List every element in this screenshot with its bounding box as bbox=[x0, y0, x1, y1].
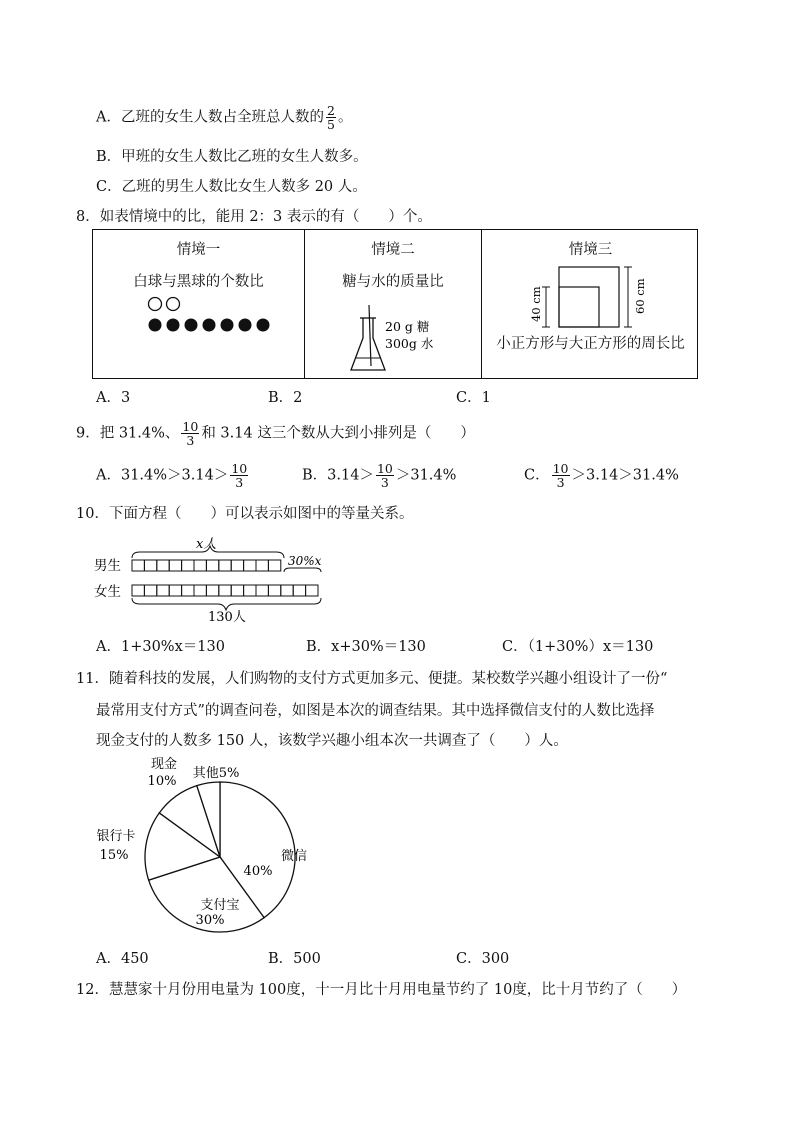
bar-cell bbox=[157, 585, 169, 596]
bar-model-diagram bbox=[90, 532, 340, 622]
fraction: $\frac{2}{5}$ bbox=[326, 103, 335, 132]
q8-stem: 8．如表情境中的比，能用 2：3 表示的有（ ）个。 bbox=[76, 209, 432, 225]
white-ball bbox=[149, 298, 162, 311]
bar-cell bbox=[132, 560, 144, 571]
scene-desc: 糖与水的质量比 bbox=[342, 274, 444, 290]
pie-label-wechat: 微信 bbox=[280, 849, 308, 864]
bar-cell bbox=[144, 560, 156, 571]
pie-chart bbox=[92, 752, 312, 942]
black-ball bbox=[167, 319, 180, 332]
bar-cell bbox=[293, 585, 305, 596]
squares-figure bbox=[482, 230, 700, 378]
bar-cell bbox=[268, 585, 280, 596]
bar-cell bbox=[169, 560, 181, 571]
bar-cell bbox=[169, 585, 181, 596]
bar-cell bbox=[144, 585, 156, 596]
bar-cell bbox=[182, 560, 194, 571]
bar-cell bbox=[244, 560, 256, 571]
pie-label-other: 其他5% bbox=[192, 766, 240, 781]
q8-option-c: C．1 bbox=[456, 390, 491, 406]
pie-label-bankcard: 银行卡 bbox=[96, 829, 136, 844]
q11-stem-line-1: 11．随着科技的发展，人们购物的支付方式更加多元、便捷。某校数学兴趣小组设计了一份“ bbox=[76, 671, 668, 687]
fraction: $\frac{10}{3}$ bbox=[182, 419, 199, 448]
bar-cell bbox=[244, 585, 256, 596]
flask-icon bbox=[305, 230, 482, 378]
black-ball bbox=[239, 319, 252, 332]
scene-title: 情境一 bbox=[176, 242, 221, 258]
bar-cell bbox=[256, 585, 268, 596]
pie-value-wechat: 40% bbox=[243, 864, 273, 879]
bar-cell bbox=[219, 560, 231, 571]
extra-label: 30%x bbox=[288, 554, 322, 568]
x-label: x人 bbox=[196, 537, 217, 552]
q8-option-a: A．3 bbox=[96, 390, 131, 406]
black-ball bbox=[257, 319, 270, 332]
pie-value-alipay: 30% bbox=[195, 913, 225, 928]
bar-cell bbox=[256, 560, 268, 571]
scene-desc: 白球与黑球的个数比 bbox=[133, 274, 264, 290]
q9-option-c: C． $\frac{10}{3}$ ＞3.14＞31.4% bbox=[524, 461, 679, 490]
black-ball bbox=[149, 319, 162, 332]
scene-one-cell bbox=[93, 230, 304, 378]
q11-stem-line-3: 现金支付的人数多 150 人，该数学兴趣小组本次一共调查了（ ）人。 bbox=[96, 733, 568, 749]
bar-cell bbox=[194, 560, 206, 571]
q7-option-b: B．甲班的女生人数比乙班的女生人数多。 bbox=[96, 149, 368, 165]
bar-cell bbox=[281, 585, 293, 596]
q11-stem-line-2: 最常用支付方式”的调查问卷，如图是本次的调查结果。其中选择微信支付的人数比选择 bbox=[96, 703, 655, 719]
q11-option-b: B．500 bbox=[268, 951, 321, 967]
scene-three-cell bbox=[481, 230, 699, 378]
bar-cell bbox=[219, 585, 231, 596]
bar-cell bbox=[231, 585, 243, 596]
black-ball bbox=[185, 319, 198, 332]
small-side-label: 40 cm bbox=[529, 286, 543, 322]
q7-option-c: C．乙班的男生人数比女生人数多 20 人。 bbox=[96, 179, 367, 195]
q9-stem: 9．把 31.4%、 $\frac{10}{3}$ 和 3.14 这三个数从大到小排列是（ ） bbox=[76, 419, 475, 448]
pie-label-cash: 现金 bbox=[150, 757, 178, 772]
bar-cell bbox=[306, 585, 318, 596]
scene-desc: 小正方形与大正方形的周长比 bbox=[496, 336, 685, 352]
white-ball bbox=[167, 298, 180, 311]
bar-cell bbox=[206, 560, 218, 571]
bar-cell bbox=[268, 560, 280, 571]
scene-two-cell bbox=[304, 230, 481, 378]
boys-label: 男生 bbox=[94, 558, 121, 574]
fraction: $\frac{10}{3}$ bbox=[552, 461, 569, 490]
sugar-label: 20 g 糖 bbox=[385, 319, 430, 334]
q11-option-c: C．300 bbox=[456, 951, 510, 967]
scene-title: 情境三 bbox=[568, 242, 613, 258]
q8-scenario-table bbox=[92, 229, 698, 379]
q8-option-b: B．2 bbox=[268, 390, 303, 406]
bar-cell bbox=[182, 585, 194, 596]
water-label: 300g 水 bbox=[385, 336, 434, 351]
black-ball bbox=[221, 319, 234, 332]
q10-stem: 10．下面方程（ ）可以表示如图中的等量关系。 bbox=[76, 506, 414, 522]
bar-cell bbox=[194, 585, 206, 596]
pie-label-alipay: 支付宝 bbox=[200, 898, 240, 913]
bar-cell bbox=[231, 560, 243, 571]
q9-option-b: B．3.14＞ $\frac{10}{3}$ ＞31.4% bbox=[302, 461, 457, 490]
balls-figure bbox=[93, 230, 304, 378]
bar-cell bbox=[157, 560, 169, 571]
boys-bar bbox=[132, 560, 281, 571]
q9-option-a: A．31.4%＞3.14＞ $\frac{10}{3}$ bbox=[96, 461, 248, 490]
q10-option-c: C．（1+30%）x＝130 bbox=[502, 639, 654, 655]
q7-option-a: A．乙班的女生人数占全班总人数的 $\frac{2}{5}$ 。 bbox=[96, 103, 353, 132]
q11-option-a: A．450 bbox=[96, 951, 149, 967]
black-ball bbox=[203, 319, 216, 332]
pie-value-cash: 10% bbox=[147, 774, 177, 789]
q10-option-b: B．x+30%＝130 bbox=[306, 639, 426, 655]
q10-option-a: A．1+30%x＝130 bbox=[96, 639, 225, 655]
fraction: $\frac{10}{3}$ bbox=[376, 461, 393, 490]
q12-stem: 12．慧慧家十月份用电量为 100度，十一月比十月用电量节约了 10度，比十月节约了（ ） bbox=[76, 982, 687, 998]
total-label: 130人 bbox=[208, 610, 246, 622]
girls-bar bbox=[132, 585, 318, 596]
bar-cell bbox=[206, 585, 218, 596]
scene-title: 情境二 bbox=[371, 242, 415, 258]
girls-label: 女生 bbox=[94, 584, 121, 600]
large-side-label: 60 cm bbox=[633, 278, 647, 314]
bar-cell bbox=[132, 585, 144, 596]
pie-value-bankcard: 15% bbox=[99, 848, 129, 863]
fraction: $\frac{10}{3}$ bbox=[231, 461, 248, 490]
